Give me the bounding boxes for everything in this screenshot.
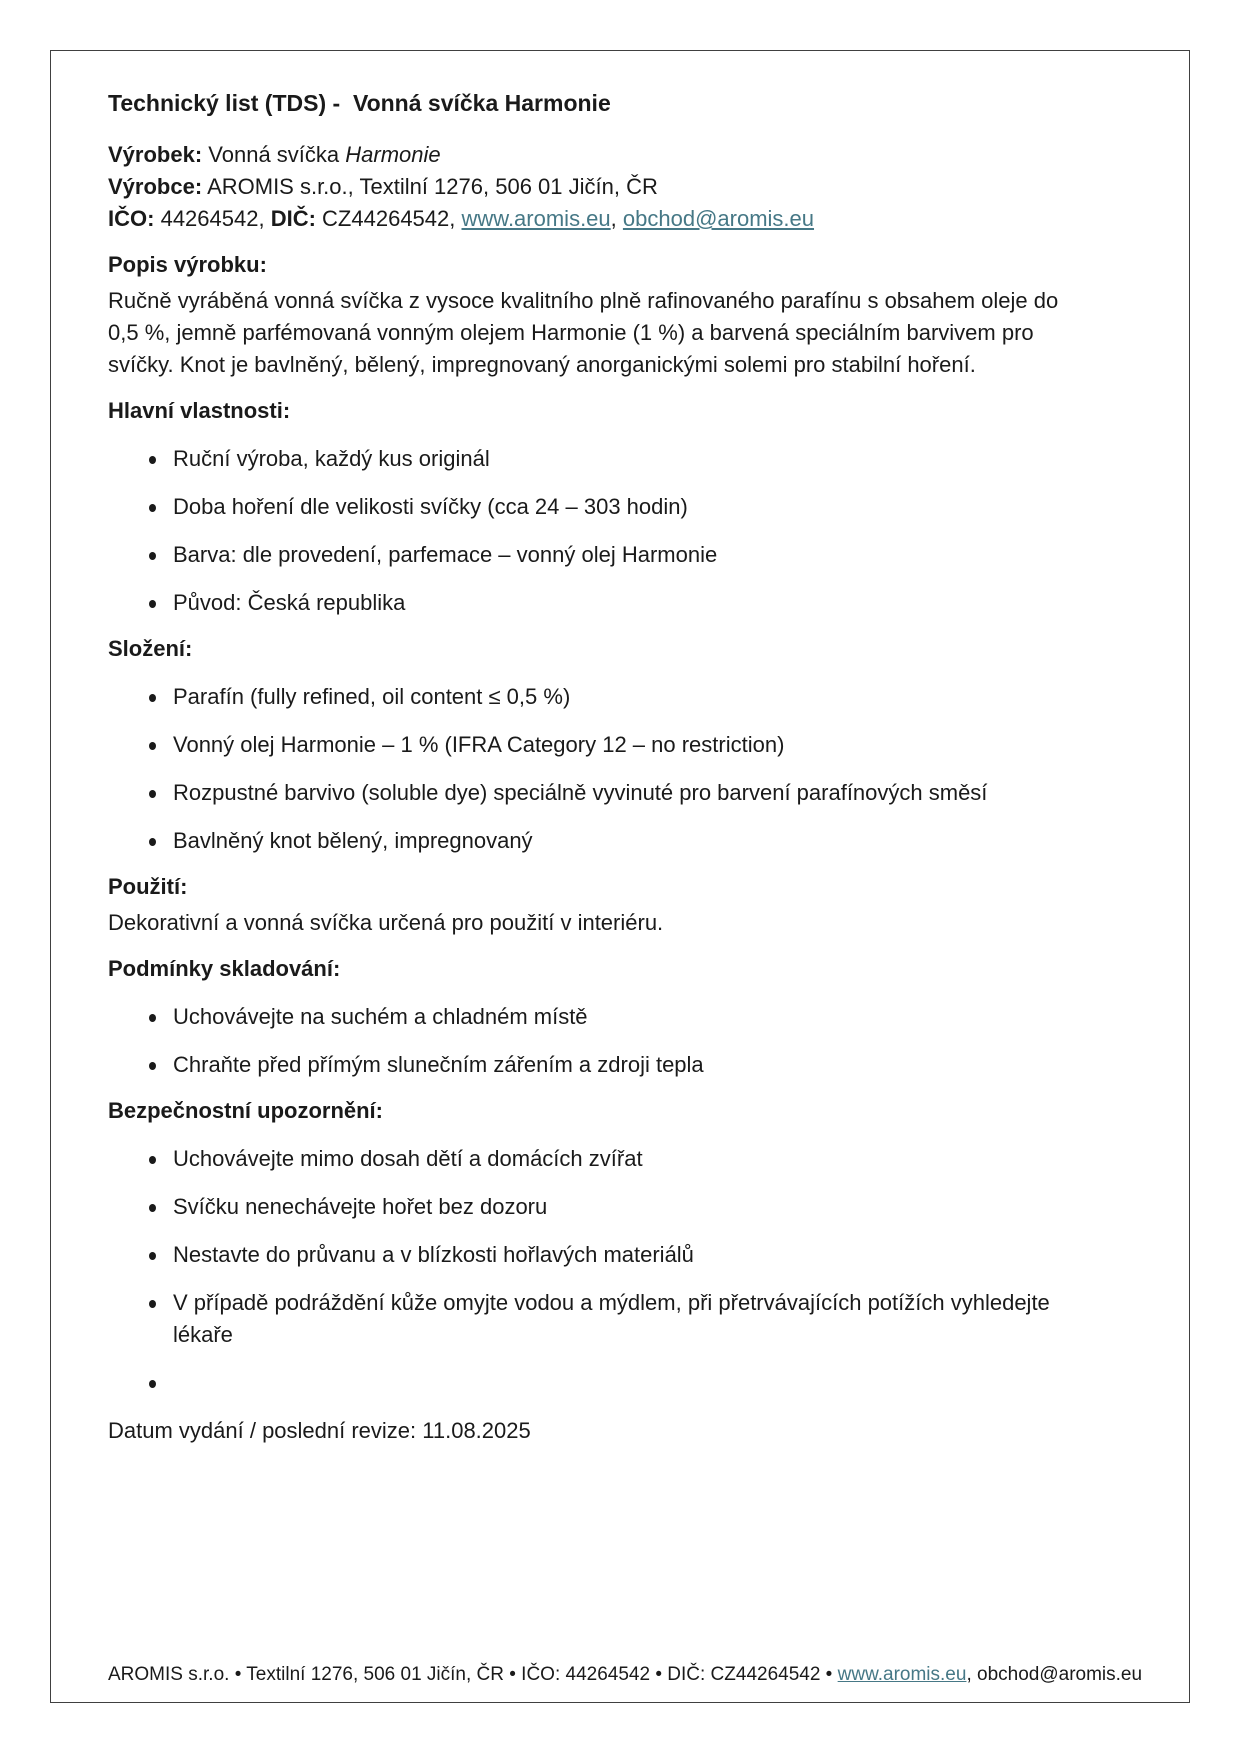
list-item	[108, 1049, 1069, 1081]
revision-date-line: Datum vydání / poslední revize: 11.08.2025	[108, 1418, 531, 1443]
list-item	[108, 1143, 1069, 1175]
list-item	[108, 587, 1069, 619]
footer-website-link[interactable]: www.aromis.eu	[837, 1664, 967, 1685]
website-link[interactable]: www.aromis.eu	[461, 206, 611, 231]
skladovani-list	[108, 1001, 1069, 1081]
bullet-text: Uchovávejte mimo dosah dětí a domácích zvířat	[173, 1146, 643, 1171]
document-page	[50, 50, 1190, 1703]
list-item	[108, 777, 1069, 809]
bullet-text: Nestavte do průvanu a v blízkosti hořlavých materiálů	[173, 1242, 694, 1267]
manufacturer-label: Výrobce:	[108, 174, 203, 199]
bullet-text: Bavlněný knot bělený, impregnovaný	[173, 828, 533, 853]
section-heading-skladovani: Podmínky skladování:	[108, 956, 341, 981]
product-label: Výrobek:	[108, 142, 203, 167]
manufacturer-text: AROMIS s.r.o., Textilní 1276, 506 01 Jičín, ČR	[207, 174, 658, 199]
bullet-text: Uchovávejte na suchém a chladném místě	[173, 1004, 588, 1029]
product-info-block	[108, 139, 1069, 235]
list-item-empty	[108, 1367, 1069, 1399]
ico-value: 44264542,	[160, 206, 265, 231]
footer-text-before: AROMIS s.r.o. • Textilní 1276, 506 01 Jičín, ČR • IČO: 44264542 • DIČ: CZ44264542 •	[108, 1664, 838, 1685]
bullet-text: Vonný olej Harmonie – 1 % (IFRA Category 12 – no restriction)	[173, 732, 785, 757]
section-heading-slozeni: Složení:	[108, 636, 193, 661]
list-item	[108, 681, 1069, 713]
section-body-pouziti: Dekorativní a vonná svíčka určená pro použití v interiéru.	[108, 910, 664, 935]
section-body-popis: Ručně vyráběná vonná svíčka z vysoce kvalitního plně rafinovaného parafínu s obsahem oleje do 0,5 %, jemně parfémovaná vonným olejem Harmonie (1 %) a barvená speciálním barvivem pro svíčky. Knot je bavlněný, bělený, impregnovaný anorganickými solemi pro stabilní hoření.	[108, 288, 1059, 377]
list-item	[108, 1191, 1069, 1223]
list-item	[108, 1001, 1069, 1033]
link-separator: ,	[610, 206, 617, 231]
slozeni-list	[108, 681, 1069, 857]
list-item	[108, 539, 1069, 571]
bullet-text: Doba hoření dle velikosti svíčky (cca 24 – 303 hodin)	[173, 494, 688, 519]
dic-label: DIČ:	[270, 206, 316, 231]
product-line	[108, 139, 1069, 171]
section-heading-popis: Popis výrobku:	[108, 252, 267, 277]
bullet-text: Barva: dle provedení, parfemace – vonný olej Harmonie	[173, 542, 718, 567]
company-ids-line	[108, 203, 1069, 235]
section-heading-vlastnosti: Hlavní vlastnosti:	[108, 398, 291, 423]
bullet-text: Parafín (fully refined, oil content ≤ 0,5 %)	[173, 684, 571, 709]
bullet-text: Rozpustné barvivo (soluble dye) speciálně vyvinuté pro barvení parafínových směsí	[173, 780, 988, 805]
list-item	[108, 491, 1069, 523]
list-item	[108, 443, 1069, 475]
bullet-text: V případě podráždění kůže omyjte vodou a mýdlem, při přetrvávajících potížích vyhledejte lékaře	[173, 1290, 1050, 1347]
page-title: Technický list (TDS) - Vonná svíčka Harmonie	[108, 90, 611, 116]
product-text: Vonná svíčka	[208, 142, 340, 167]
manufacturer-line	[108, 171, 1069, 203]
section-heading-pouziti: Použití:	[108, 874, 188, 899]
product-name: Harmonie	[345, 142, 441, 167]
dic-value: CZ44264542,	[322, 206, 456, 231]
bullet-text: Ruční výroba, každý kus originál	[173, 446, 490, 471]
ico-label: IČO:	[108, 206, 155, 231]
list-item	[108, 729, 1069, 761]
document-content	[51, 51, 1189, 1447]
section-heading-bezpecnost: Bezpečnostní upozornění:	[108, 1098, 383, 1123]
bullet-text: Svíčku nenechávejte hořet bez dozoru	[173, 1194, 548, 1219]
page-footer	[108, 1662, 1149, 1688]
bezpecnost-list	[108, 1143, 1069, 1399]
list-item	[108, 1287, 1069, 1351]
list-item	[108, 825, 1069, 857]
footer-text-after: , obchod@aromis.eu	[966, 1664, 1143, 1685]
email-link[interactable]: obchod@aromis.eu	[622, 206, 815, 231]
bullet-text: Chraňte před přímým slunečním zářením a zdroji tepla	[173, 1052, 704, 1077]
bullet-text: Původ: Česká republika	[173, 590, 406, 615]
vlastnosti-list	[108, 443, 1069, 619]
list-item	[108, 1239, 1069, 1271]
